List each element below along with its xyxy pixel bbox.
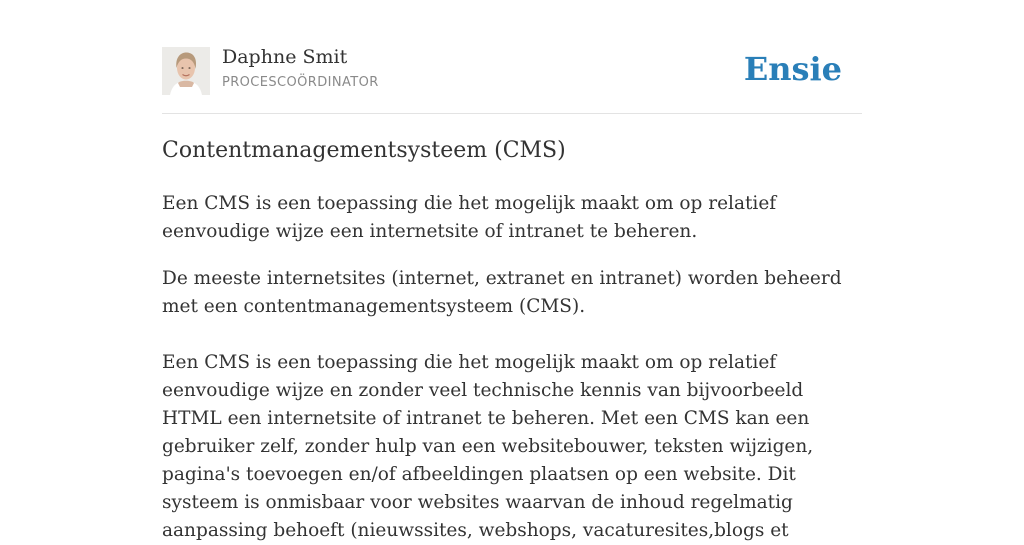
article-paragraph: De meeste internetsites (internet, extranet en intranet) worden beheerd met een contentmanagementsysteem (CMS). (162, 268, 842, 317)
article-title: Contentmanagementsysteem (CMS) (162, 138, 566, 163)
ensie-logo[interactable]: Ensie (743, 50, 842, 88)
author-avatar[interactable] (162, 47, 210, 95)
header-divider (162, 113, 862, 114)
article-summary: Een CMS is een toepassing die het mogelijk maakt om op relatief eenvoudige wijze een internetsite of intranet te beheren. (162, 193, 777, 242)
author-name[interactable]: Daphne Smit (222, 46, 348, 68)
author-role: PROCESCOÖRDINATOR (222, 75, 379, 90)
author-portrait-icon (162, 47, 210, 95)
author-header (162, 45, 862, 99)
article-paragraph: Een CMS is een toepassing die het mogelijk maakt om op relatief eenvoudige wijze en zonder veel technische kennis van bijvoorbeeld HTML een internetsite of intranet te beheren. Met een CMS kan een gebruiker zelf, zonder hulp van een websitebouwer, teksten wijzigen, pagina's toevoegen en/of afbeeldingen plaatsen op een website. Dit systeem is onmisbaar voor websites waarvan de inhoud regelmatig aanpassing behoeft (nieuwssites, webshops, vacaturesites,blogs et (162, 352, 814, 541)
article-body (162, 265, 862, 545)
